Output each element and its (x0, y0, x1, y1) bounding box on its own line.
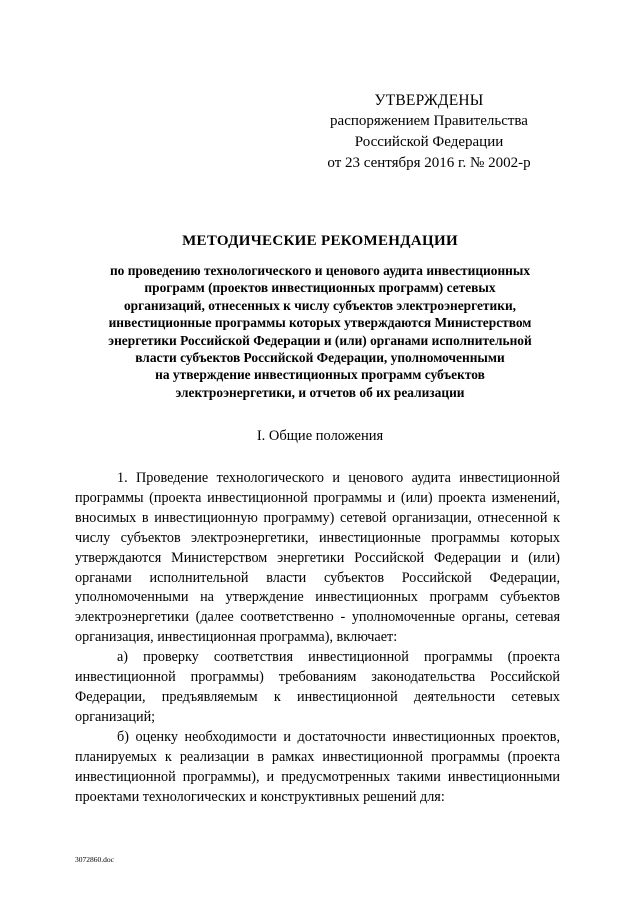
approval-line: распоряжением Правительства (330, 113, 528, 129)
subtitle-line: по проведению технологического и ценового аудита инвестиционных (109, 263, 531, 278)
approval-line: Российской Федерации (354, 134, 504, 150)
subtitle-line: организаций, отнесенных к числу субъектов электроэнергетики, (123, 297, 517, 313)
approval-block (299, 90, 559, 174)
subtitle-line: на утверждение инвестиционных программ субъектов (155, 367, 485, 383)
subtitle-line: власти субъектов Российской Федерации, уполномоченными (135, 350, 505, 366)
paragraph: 1. Проведение технологического и ценового аудита инвестиционной программы (проекта инвестиционной программы и (или) проекта изменений, вносимых в инвестиционную программу) сетевой организации, отнесенной к числу субъектов электроэнергетики, инвестиционные программы которых утверждаются Министерством энергетики Российской Федерации и (или) органами исполнительной власти субъектов Российской Федерации, уполномоченными на утверждение инвестиционных программ субъектов электроэнергетики (далее соответственно - уполномоченные органы, сетевая организация, инвестиционная программа), включает: (75, 470, 560, 646)
file-name-footer: 3072860.doc (75, 855, 114, 864)
subtitle-line: энергетики Российской Федерации и (или) органами исполнительной (108, 332, 532, 348)
document-body (75, 469, 560, 807)
subtitle-line: инвестиционные программы которых утверждаются Министерством (108, 315, 532, 331)
paragraph: а) проверку соответствия инвестиционной программы (проекта инвестиционной программы) требованиям законодательства Российской Федерации, предъявляемым к инвестиционной деятельности сетевых организаций; (75, 649, 560, 725)
subtitle-line: электроэнергетики, и отчетов об их реализации (175, 384, 465, 400)
approval-heading: УТВЕРЖДЕНЫ (374, 92, 484, 109)
document-title: МЕТОДИЧЕСКИЕ РЕКОМЕНДАЦИИ (182, 233, 458, 249)
paragraph: б) оценку необходимости и достаточности инвестиционных проектов, планируемых к реализации в рамках инвестиционной программы (проекта инвестиционной программы), и предусмотренных такими инвестиционными проектами технологических и конструктивных решений для: (75, 728, 560, 805)
document-subtitle (70, 262, 570, 401)
subtitle-line: программ (проектов инвестиционных программ) сетевых (144, 280, 496, 296)
approval-date-line: от 23 сентября 2016 г. № 2002-р (327, 155, 531, 171)
section-heading: I. Общие положения (256, 428, 384, 444)
